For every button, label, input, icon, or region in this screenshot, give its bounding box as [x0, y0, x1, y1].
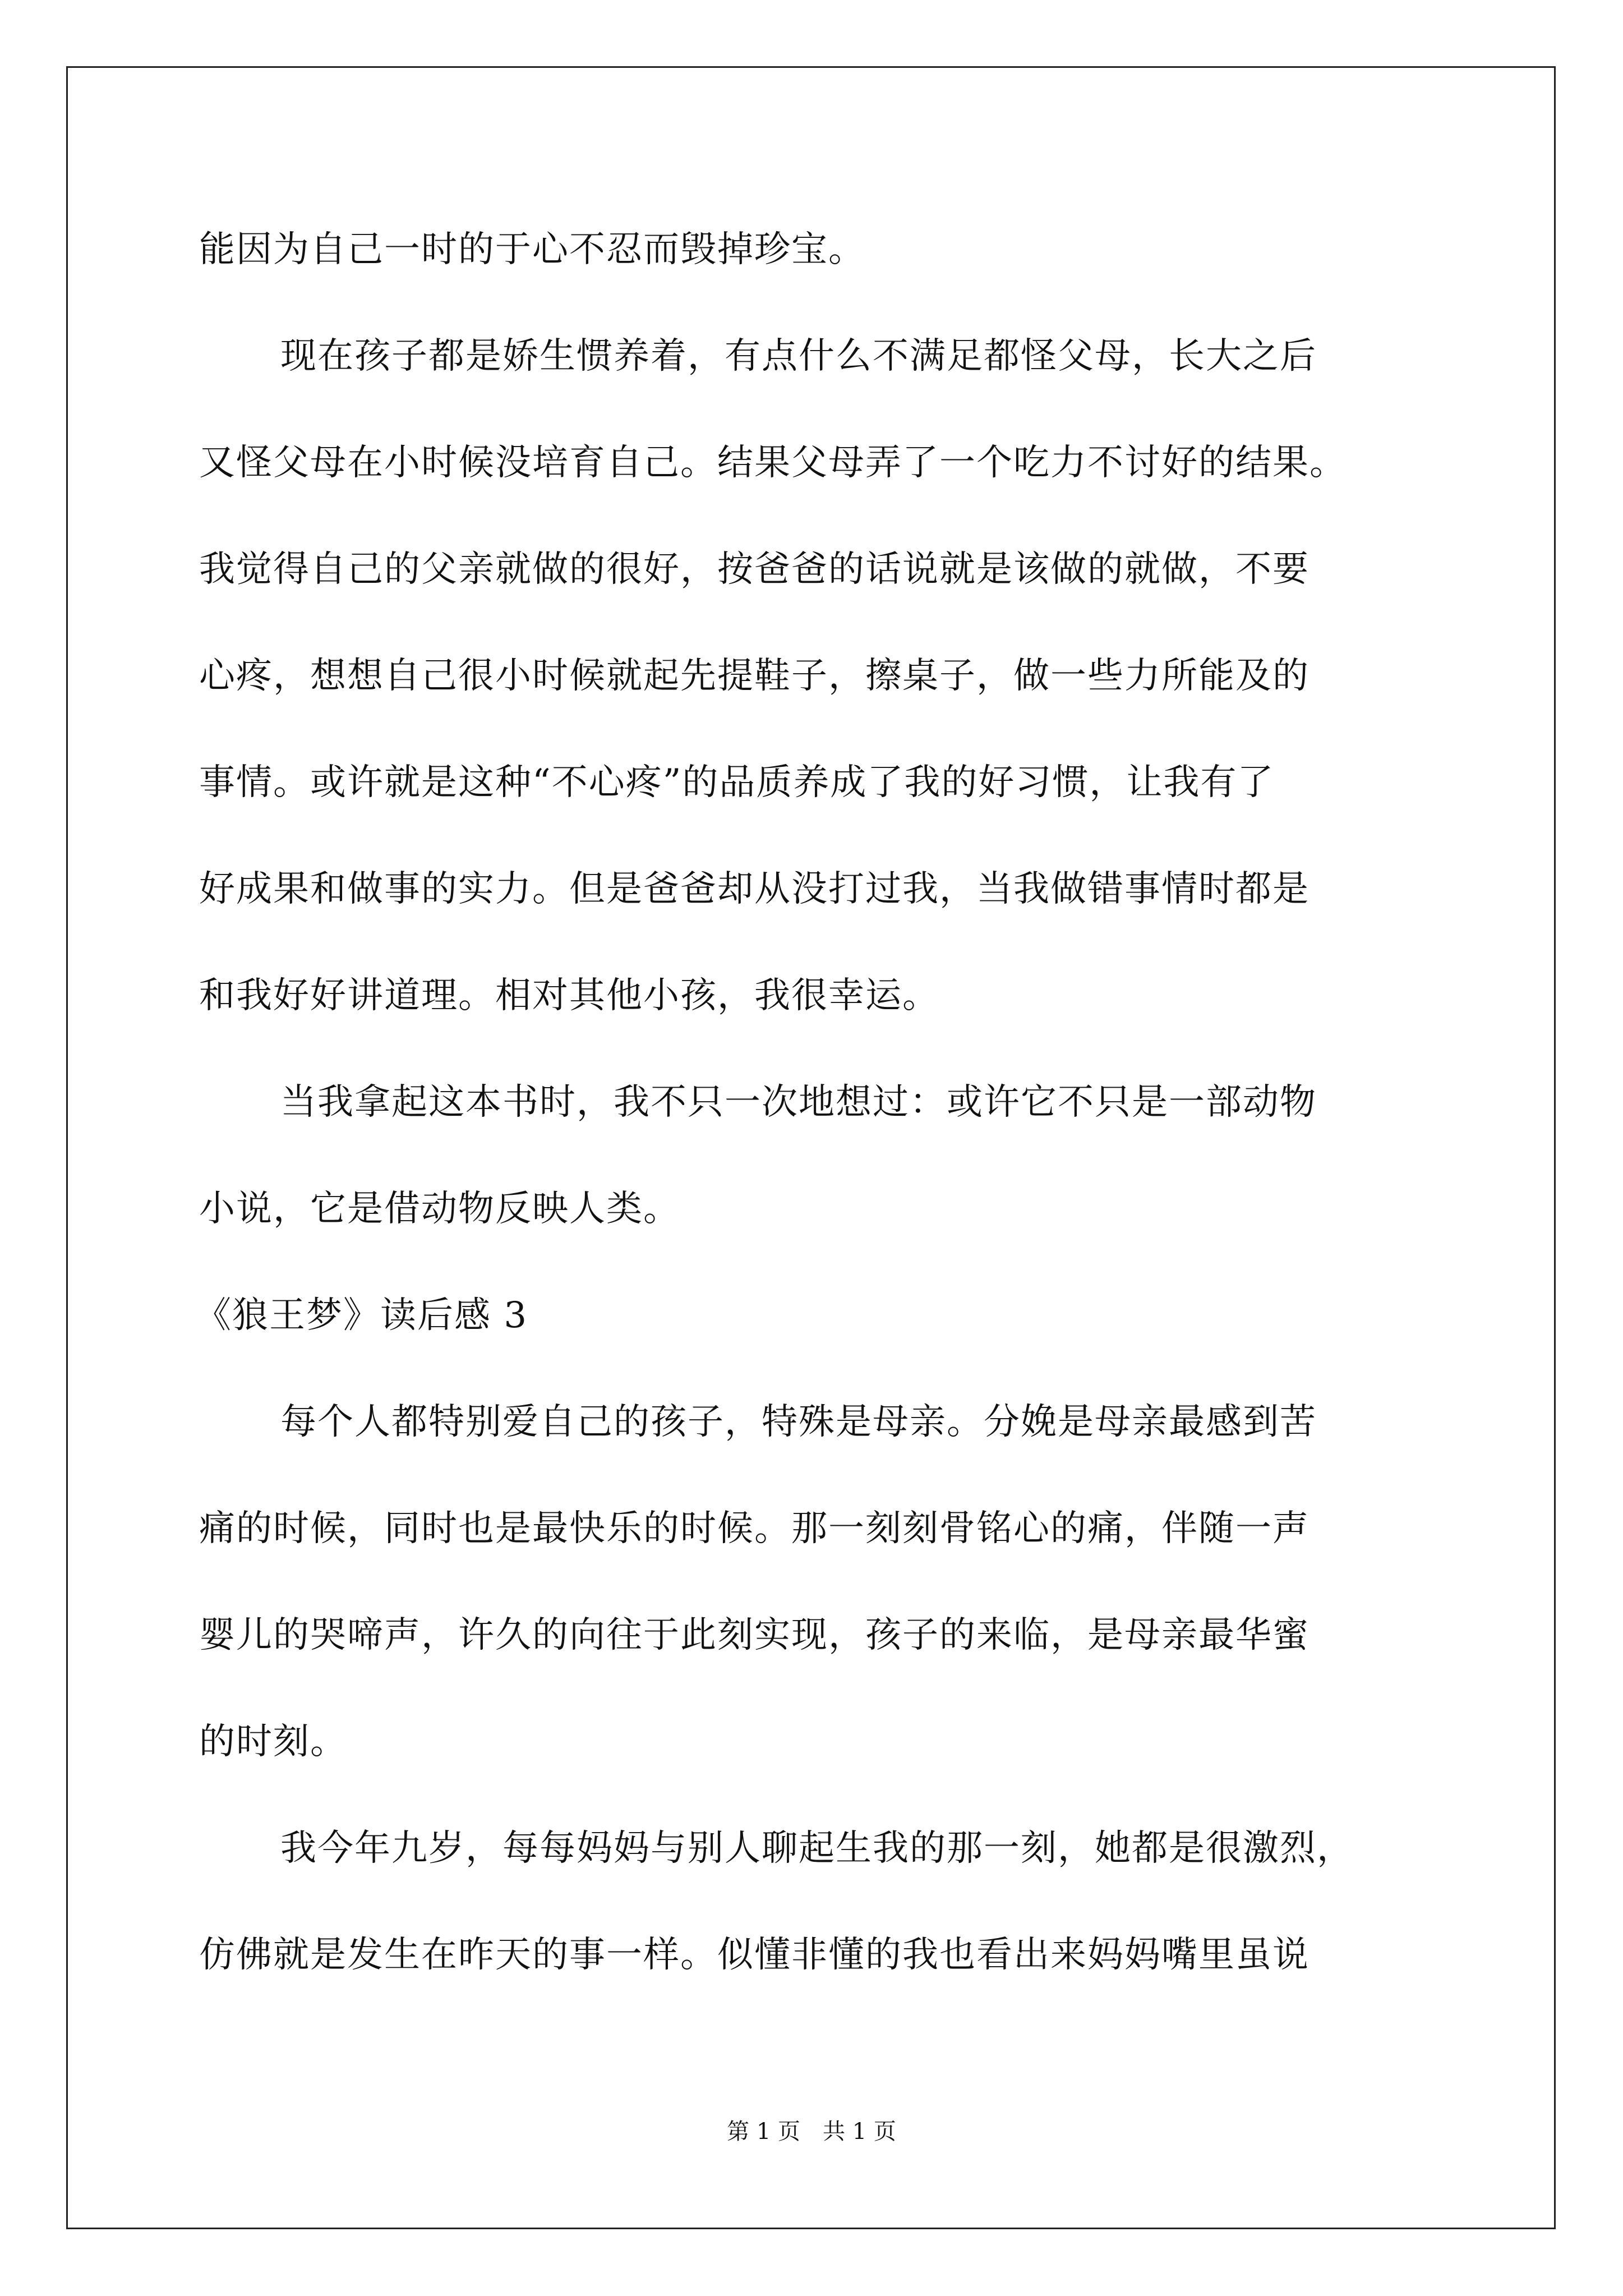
text-line: 当我拿起这本书时，我不只一次地想过：或许它不只是一部动物	[280, 1082, 1317, 1123]
text-line: 每个人都特别爱自己的孩子，特殊是母亲。分娩是母亲最感到苦	[280, 1401, 1317, 1443]
text-line: 事情。或许就是这种“不心疼”的品质养成了我的好习惯，让我有了	[199, 762, 1275, 803]
text-line: 痛的时候，同时也是最快乐的时候。那一刻刻骨铭心的痛，伴随一声	[199, 1508, 1310, 1549]
text-line: 和我好好讲道理。相对其他小孩，我很幸运。	[199, 975, 939, 1016]
text-line: 仿佛就是发生在昨天的事一样。似懂非懂的我也看出来妈妈嘴里虽说	[199, 1934, 1310, 1976]
text-line: 又怪父母在小时候没培育自己。结果父母弄了一个吃力不讨好的结果。	[199, 442, 1347, 484]
text-line: 的时刻。	[199, 1721, 347, 1763]
text-line: 我觉得自己的父亲就做的很好，按爸爸的话说就是该做的就做，不要	[199, 549, 1310, 590]
page-border	[66, 66, 1556, 2229]
text-line: 小说，它是借动物反映人类。	[199, 1188, 680, 1230]
text-line: 现在孩子都是娇生惯养着，有点什么不满足都怪父母，长大之后	[280, 335, 1317, 377]
text-line: 我今年九岁，每每妈妈与别人聊起生我的那一刻，她都是很激烈，	[280, 1828, 1354, 1869]
text-line: 好成果和做事的实力。但是爸爸却从没打过我，当我做错事情时都是	[199, 868, 1310, 910]
page-number: 第 1 页 共 1 页	[727, 2119, 896, 2145]
text-line: 能因为自己一时的于心不忍而毁掉珍宝。	[199, 229, 865, 270]
text-line: 心疼，想想自己很小时候就起先提鞋子，擦桌子，做一些力所能及的	[199, 655, 1310, 697]
section-heading: 《狼王梦》读后感 3	[195, 1295, 528, 1336]
text-line: 婴儿的哭啼声，许久的向往于此刻实现，孩子的来临，是母亲最华蜜	[199, 1614, 1310, 1656]
